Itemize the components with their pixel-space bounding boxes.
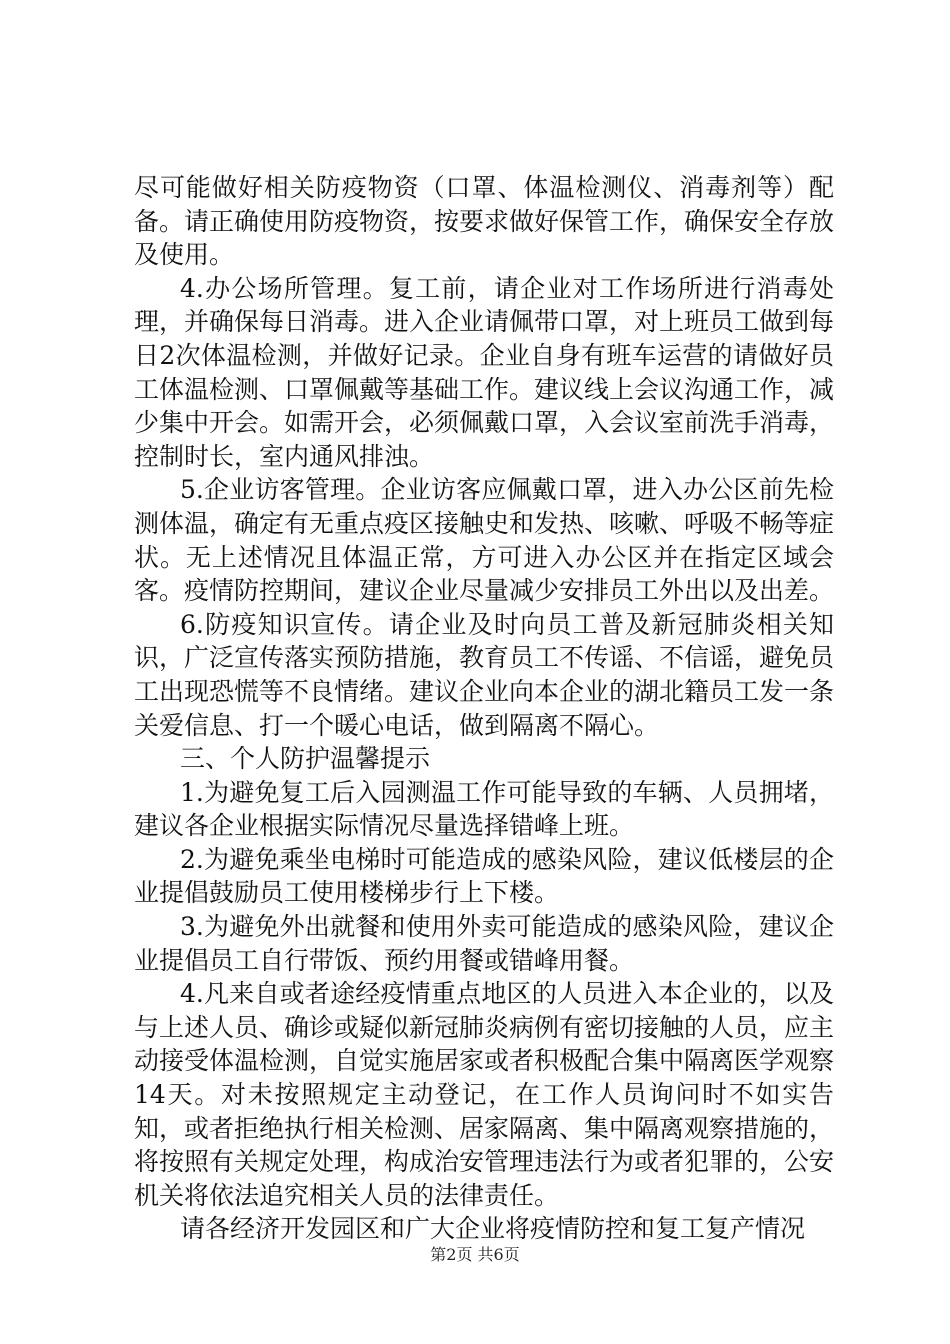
section-heading-personal-protection: 三、个人防护温馨提示 [180, 744, 431, 774]
paragraph-closing: 请各经济开发园区和广大企业将疫情防控和复工复产情况 [180, 1214, 806, 1244]
paragraph-tip-meals: 3.为避免外出就餐和使用外卖可能造成的感染风险，建议企业提倡员工自行带饭、预约用餐或错峰用餐。 [134, 912, 834, 975]
paragraph-tip-quarantine: 4.凡来自或者途经疫情重点地区的人员进入本企业的，以及与上述人员、确诊或疑似新冠肺炎病例有密切接触的人员，应主动接受体温检测，自觉实施居家或者积极配合集中隔离医学观察14天。对未按照规定主动登记，在工作人员询问时不如实告知，或者拒绝执行相关检测、居家隔离、集中隔离观察措施的，将按照有关规定处理，构成治安管理违法行为或者犯罪的，公安机关将依法追究相关人员的法律责任。 [134, 979, 835, 1210]
paragraph-tip-stairs: 2.为避免乘坐电梯时可能造成的感染风险，建议低楼层的企业提倡鼓励员工使用楼梯步行上下楼。 [134, 844, 834, 908]
paragraph-office-management: 4.办公场所管理。复工前，请企业对工作场所进行消毒处理，并确保每日消毒。进入企业请佩带口罩，对上班员工做到每日2次体温检测，并做好记录。企业自身有班车运营的请做好员工体温检测、口罩佩戴等基础工作。建议线上会议沟通工作，减少集中开会。如需开会，必须佩戴口罩，入会议室前洗手消毒，控制时长，室内通风排浊。 [134, 273, 835, 471]
paragraph-knowledge-promotion: 6.防疫知识宣传。请企业及时向员工普及新冠肺炎相关知识，广泛宣传落实预防措施，教育员工不传谣、不信谣，避免员工出现恐慌等不良情绪。建议企业向本企业的湖北籍员工发一条关爱信息、打一个暖心电话，做到隔离不隔心。 [134, 609, 835, 740]
paragraph-visitor-management: 5.企业访客管理。企业访客应佩戴口罩，进入办公区前先检测体温，确定有无重点疫区接触史和发热、咳嗽、呼吸不畅等症状。无上述情况且体温正常，方可进入办公区并在指定区域会客。疫情防控期间，建议企业尽量减少安排员工外出以及出差。 [134, 475, 835, 606]
paragraph-continuation: 尽可能做好相关防疫物资（口罩、体温检测仪、消毒剂等）配备。请正确使用防疫物资，按要求做好保管工作，确保安全存放及使用。 [134, 173, 835, 270]
document-body [134, 171, 834, 1246]
page-number: 第2页 共6页 [430, 1245, 520, 1264]
paragraph-tip-staggered-commute: 1.为避免复工后入园测温工作可能导致的车辆、人员拥堵，建议各企业根据实际情况尽量选择错峰上班。 [134, 777, 834, 841]
